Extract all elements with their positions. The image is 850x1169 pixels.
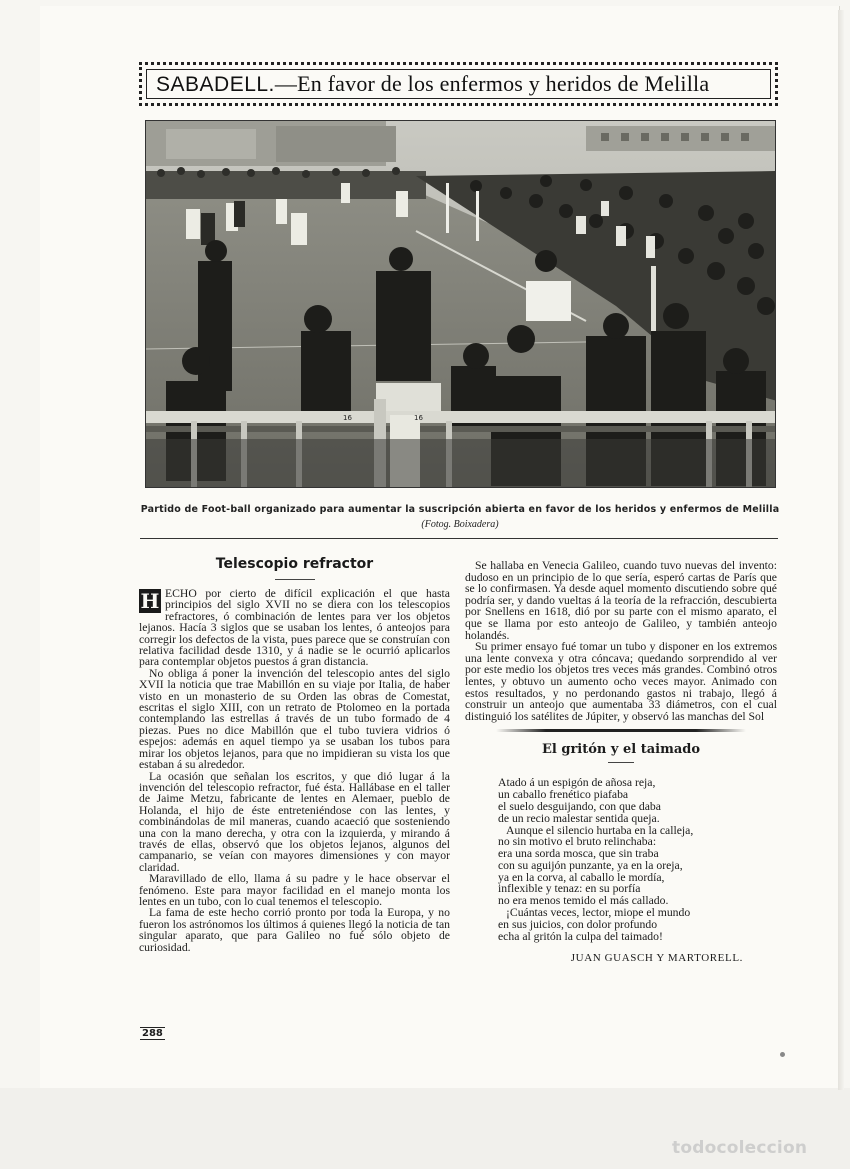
drop-cap: H — [140, 589, 160, 613]
page-edge — [838, 10, 844, 1090]
photo-illustration — [146, 121, 776, 488]
poem-line: era una sorda mosca, que sin traba — [498, 847, 659, 861]
article-paragraph: La ocasión que señalan los escritos, y que dió lugar á la invención del telescopio refractor, fué ésta. Hallábase en el taller de Jaime Metzu, fabricante de lentes en Alemaer, pueblo de Holanda, el hijo de éste entreteniéndose con las lentes, y combinándolas de mil maneras, cuando acaeció que sosteniendo una con la mano derecha, y otra con la izquierda, y mirando á través de ellas, observó que los objetos lejanos, algunos del campanario, se veían con mayores dimensiones y con mayor claridad. — [139, 769, 450, 874]
title-flourish — [275, 576, 315, 580]
poem-line: Aunque el silencio hurtaba en la calleja, — [506, 823, 694, 837]
fence-number: 16 — [343, 414, 352, 422]
poem-line: el suelo desguijando, con que daba — [498, 799, 661, 813]
watermark-logo: todocoleccion — [672, 1138, 808, 1158]
article-paragraph: Maravillado de ello, llama á su padre y le hace observar el fenómeno. Este para mayor facilidad en el manejo monta los lentes en un tubo, con lo cual tenemos el telescopio. — [139, 872, 450, 908]
poem-line: un caballo frenético piafaba — [498, 788, 629, 802]
poem-line: con su aguijón punzante, ya en la oreja, — [498, 858, 683, 872]
article-title: Telescopio refractor — [215, 556, 374, 572]
photo-credit: (Fotog. Boixadera) — [421, 519, 499, 530]
article-continuation — [465, 560, 777, 722]
article-paragraph: La fama de este hecho corrió pronto por toda la Europa, y no fueron los astrónomos los últimos á quienes llegó la noticia de tan singular aparato, que para Galileo no fué sólo objeto de curiosidad. — [139, 906, 450, 954]
poem-line: ¡Cuántas veces, lector, miope el mundo — [506, 906, 691, 920]
poem-body — [465, 777, 777, 942]
poem-title: El gritón y el taimado — [541, 742, 701, 758]
article-paragraph: No obliga á poner la invención del telescopio antes del siglo XVII la noticia que trae Mabillón en su viaje por Italia, de haber visto en un monasterio de su Orden las obras de Comestat, escritas el siglo XIII, con un retrato de Ptolomeo en la portada contemplando las estrellas á través de un tubo formado de 4 piezas. Pues no dice Mabillón que el tubo tuviera vidrios ó espejos: además en aquel tiempo ya se usaban los tubos para mirar los objetos lejanos, para que no impidieran su vista los que estaban á su alrededor. — [139, 666, 450, 772]
article-paragraph: H ECHO por cierto de difícil explicación el que hasta principios del siglo XVII no se diera con los telescopios refractores, ó combinación de lentes para ver los objetos lejanos. Hacía 3 siglos que se usaban los lentes, ó anteojos para corregir los defectos de la vista, pues parece que se construían con relativa facilidad desde 1310, y á nadie se le ocurrió aplicarlos para contemplar objetos puestos á gran distancia. — [139, 587, 450, 669]
poem-line: no sin motivo el bruto relinchaba: — [498, 835, 657, 849]
poem-line: de un recio malestar sentida queja. — [498, 811, 660, 825]
right-column — [465, 560, 777, 964]
title-flourish — [608, 760, 634, 763]
headline — [156, 71, 709, 97]
article-paragraph: Se hallaba en Venecia Galileo, cuando tuvo nuevas del invento: dudoso en un principio de lo que sería, esperó cartas de París que se lo confirmasen. Ya desde aquel momento discutiendo sobre qué podría ser, y dando vueltas á la teoría de la refracción, descubierta por Snellens en 1618, dió por su parte con el mismo aparato, el que se llama por esto anteojo de Galileo, y también anteojo holandés. — [465, 559, 777, 642]
fence-number: 16 — [414, 414, 423, 422]
poem-line: en sus juicios, con dolor profundo — [498, 917, 658, 931]
headline-title: —En favor de los enfermos y heridos de Melilla — [274, 71, 710, 96]
article-paragraph: Su primer ensayo fué tomar un tubo y disponer en los extremos una lente convexa y otra cóncava; quedando sorprendido al ver por este medio los objetos tres veces más grandes. Combinó otros lentes, y obtuvo un aumento ocho veces mayor. Animado con estos resultados, y no perdonando gastos ni trabajo, llegó á construir un anteojo que aumentaba 33 diámetros, con el cual distinguió los satélites de Júpiter, y observó las manchas del Sol — [465, 640, 777, 723]
paper-speck — [780, 1052, 785, 1057]
section-rule — [140, 538, 778, 539]
section-divider — [496, 729, 746, 732]
headline-city: SABADELL. — [156, 73, 275, 96]
page-number: 288 — [142, 1028, 163, 1039]
headline-box — [139, 62, 778, 106]
poem-line: echa al gritón la culpa del taimado! — [498, 929, 663, 943]
poem-line: no era menos temido el más callado. — [498, 894, 669, 908]
poem-author: JUAN GUASCH Y MARTORELL. — [570, 952, 743, 965]
poem-line: Atado á un espigón de añosa reja, — [498, 776, 656, 790]
football-match-photo — [145, 120, 776, 488]
poem-line: ya en la corva, al caballo le mordía, — [498, 870, 665, 884]
left-column — [139, 552, 450, 953]
photo-caption: Partido de Foot-ball organizado para aumentar la suscripción abierta en favor de los heridos y enfermos de Melilla — [140, 504, 780, 515]
poem-line: inflexible y tenaz: en su porfía — [498, 882, 641, 896]
article-body — [139, 588, 450, 953]
